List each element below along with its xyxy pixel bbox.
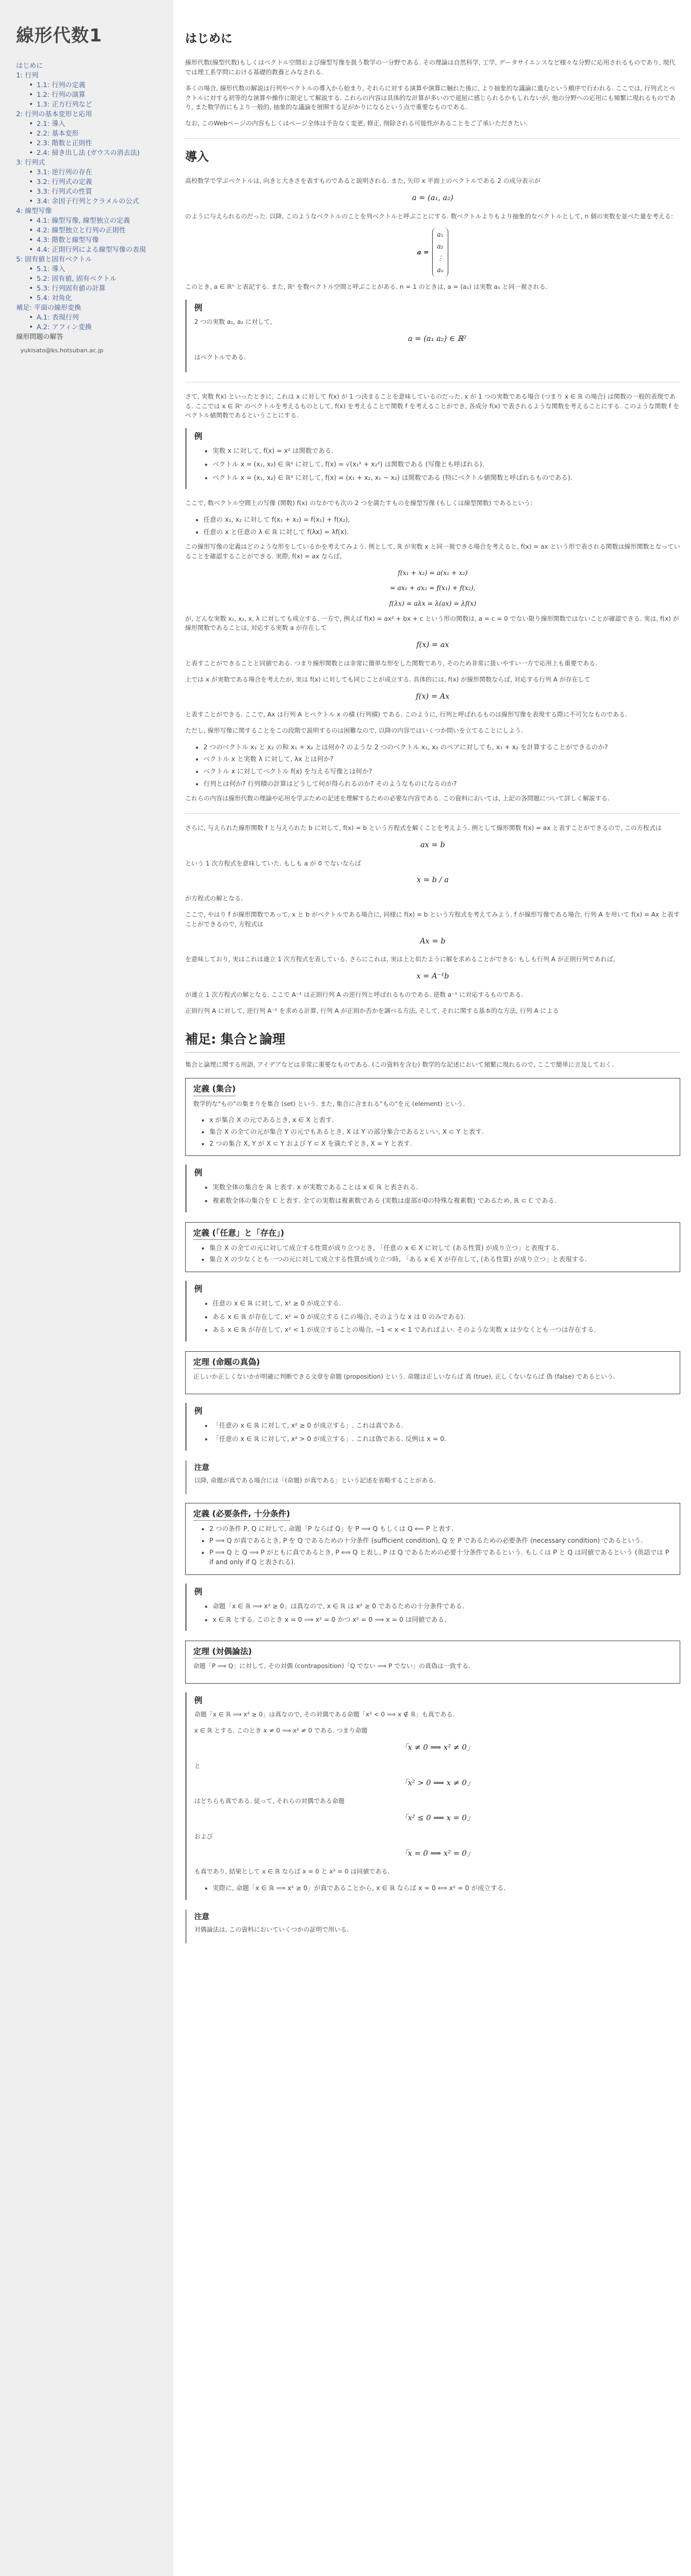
- sidebar-subitem[interactable]: • A.1: 表現行列: [16, 313, 160, 322]
- example-text: 命題「x ∈ ℝ ⟹ x² ≥ 0」は真なので, その対偶である命題「x² < 0 ⟹ x ∉ ℝ」も真である.: [194, 1711, 455, 1719]
- definition-box: [185, 1222, 680, 1272]
- divider: [185, 138, 680, 139]
- note-title: 注意: [194, 1912, 209, 1921]
- equation: x = b / a: [417, 876, 449, 885]
- sidebar-subitem[interactable]: • 4.1: 線型写像, 線型独立の定義: [16, 216, 160, 225]
- definition-box: [185, 1503, 680, 1575]
- paragraph: が方程式の解となる.: [185, 895, 243, 903]
- example-list: [194, 446, 680, 482]
- paragraph: 高校数学で学ぶベクトルは, 向きと大きさを表すものであると説明される. また, 矢印 x 平面上のベクトルである 2 の成分表示が: [185, 177, 541, 185]
- paragraph: を意味しており, 実はこれは連立 1 次方程式を表している. さらにこれは, 実は上と似たように解を求めることができる: もしも行列 A が正則行列であれば,: [185, 955, 615, 963]
- sidebar-item[interactable]: 3: 行列式: [16, 158, 45, 167]
- equation: 「x² ≤ 0 ⟹ x = 0」: [400, 1814, 475, 1823]
- example-list: [194, 1601, 680, 1624]
- equation: f(x) = ax: [416, 641, 449, 650]
- list-item: • ベクトル x と実数 λ に対して, λx とは何か?: [203, 754, 680, 764]
- paragraph: 正則行列 A に対して, 逆行列 A⁻¹ を求める計算, 行列 A が正則か否かを調べる方法, そして, それに関する基本的な方法, 行列 A による: [185, 1006, 559, 1014]
- sidebar-subitem[interactable]: • 5.4: 対角化: [16, 293, 160, 303]
- sidebar: [0, 0, 173, 2576]
- sidebar-subitem[interactable]: • 5.1: 導入: [16, 264, 160, 274]
- example-title: 例: [194, 431, 203, 442]
- sidebar-item[interactable]: 線形問題の解答: [16, 332, 64, 341]
- list-item: • 任意の x₁, x₂ に対して f(x₁ + x₂) = f(x₁) + f(x₂),: [203, 515, 680, 525]
- definition-list: [193, 1524, 672, 1567]
- sidebar-subitem[interactable]: • 2.4: 掃き出し法 (ガウスの消去法): [16, 148, 160, 158]
- sidebar-subitem[interactable]: • 3.4: 余因子行列とクラメルの公式: [16, 196, 160, 206]
- author-email[interactable]: yukisato@ks.hotsuban.ac.jp: [20, 347, 104, 354]
- equation: x = A⁻¹b: [416, 972, 449, 981]
- paragraph: ただし, 線形写像に関することをこの段階で説明するのは困難なので, 以降の内容ではいくつか問いを立てることにしよう.: [185, 727, 523, 735]
- list-item: • x が集合 X の元であるとき, x ∈ X と表す.: [209, 1115, 672, 1125]
- example-text: はどちらも真である. 従って, それらの対偶である命題: [194, 1797, 345, 1805]
- list-item: • 任意の x ∈ ℝ に対して, x² ≥ 0 が成立する.: [213, 1298, 680, 1309]
- paragraph: この線形写像の定義はどのような形をしているかを考えてみよう. 例として, ℝ が実数 x と同一視できる場合を考えると, f(x) = ax という形で表される関数は線形関数となっていることを確認することができる. 実際, f(x) = ax ならば,: [185, 543, 680, 560]
- paragraph: が, どんな実数 x₁, x₂, x, λ に対しても成立する. 一方で, 例えば f(x) = ax² + bx + c という形の関数は, a = c = 0 でない限り線形関数ではないことが確認できる. 実は, f(x) が線形関数であることは, 対応する実数 a が存在して: [185, 614, 679, 632]
- sidebar-item[interactable]: はじめに: [16, 61, 44, 70]
- equation: Ax = b: [420, 936, 446, 946]
- example-title: 例: [194, 1586, 203, 1596]
- equation-group: [185, 568, 680, 609]
- definition-list: [193, 1115, 672, 1148]
- list-item: • ある x ∈ ℝ が存在して, x² < 1 が成立することの場合, −1 < x < 1 であればよい. そのような実数 x は少なくとも一つは存在する.: [213, 1325, 680, 1335]
- section-title-intro: はじめに: [185, 32, 233, 46]
- list-item: • 集合 X の少なくとも一つの元に対して成立する性質が成り立つ時, 「ある x ∈ X が存在して, (ある性質) が成り立つ」と表現する.: [209, 1254, 672, 1265]
- paragraph: のように与えられるのだった. 以降, このようなベクトルのことを列ベクトルと呼ぶことにする. 数ベクトルよりもより抽象的なベクトルとして, n 個の実数を並べた量を考える:: [185, 212, 673, 220]
- section-title-sets-logic: 補足: 集合と論理: [185, 1030, 680, 1052]
- column-vector: [417, 228, 448, 277]
- example-title: 例: [194, 1406, 203, 1416]
- list-item: • P ⟹ Q が真であるとき, P を Q であるための十分条件 (sufficient condition), Q を P であるための必要条件 (necessary condition) であるという.: [209, 1536, 672, 1546]
- paragraph: という 1 次方程式を意味していた. もしも a が 0 でないならば: [185, 859, 361, 867]
- equation: 「x = 0 ⟹ x² = 0」: [400, 1849, 475, 1858]
- example-text: と: [194, 1762, 201, 1770]
- example-box: [185, 1281, 680, 1342]
- list-item: • 2 つのベクトル x₁ と x₂ の和 x₁ + x₂ とは何か? のような 2 つのベクトル x₁, x₂ のペアに対しても, x₁ + x₂ を計算することができるのか?: [203, 742, 680, 753]
- definition-list: [193, 1243, 672, 1265]
- equation: 「x ≠ 0 ⟹ x² ≠ 0」: [400, 1743, 475, 1752]
- example-list: [194, 1421, 680, 1444]
- vector-entry: ⋮: [437, 254, 443, 262]
- paragraph: このとき, a ∈ ℝⁿ と表記する. また, ℝⁿ を数ベクトル空間と呼ぶことがある. n = 1 のときは, a = (a₁) は実数 a₁ と同一視される.: [185, 283, 548, 291]
- example-tail: はベクトルである.: [194, 353, 246, 361]
- condition-list: [185, 515, 680, 537]
- paragraph: 線形代数(線型代数)もしくはベクトル空間および線型写像を扱う数学の一分野である. その理論は自然科学, 工学, データサイエンスなど様々な分野に応用されるものであり, 現代では理工系学問における基礎的教養とみなされる.: [185, 59, 675, 76]
- sidebar-subitem[interactable]: • 2.1: 導入: [16, 119, 160, 129]
- list-item: • 集合 X の全ての元に対して成立する性質が成り立つとき, 「任意の x ∈ X に対して (ある性質) が成り立つ」と表現する.: [209, 1243, 672, 1253]
- list-item: • ある x ∈ ℝ が存在して, x² = 0 が成立する (この場合, そのような x は 0 のみである).: [213, 1312, 680, 1322]
- example-text: x ∈ ℝ とする. このとき x ≠ 0 ⟹ x² ≠ 0 である. つまり命題: [194, 1727, 368, 1735]
- list-item: • 集合 X の全ての元が集合 Y の元でもあるとき, X は Y の部分集合であるといい, X ⊂ Y と表す.: [209, 1127, 672, 1137]
- list-item: • 2 つの条件 P, Q に対して, 命題「P ならば Q」を P ⟹ Q もしくは Q ⟸ P と表す.: [209, 1524, 672, 1534]
- list-item: • 2 つの集合 X, Y が X ⊂ Y および Y ⊂ X を満たすとき, X = Y と表す.: [209, 1139, 672, 1149]
- vector-entries: [432, 228, 448, 277]
- main-content: [185, 0, 680, 2576]
- vector-entry: a₂: [437, 243, 443, 251]
- sidebar-item[interactable]: 4: 線型写像: [16, 207, 52, 215]
- example-box: [185, 1692, 680, 1899]
- sidebar-item[interactable]: 1: 行列: [16, 71, 39, 80]
- example-formula: a = (a₁ a₂) ∈ ℝ²: [408, 335, 467, 344]
- example-text: および: [194, 1832, 213, 1840]
- equation-line: = ax₁ + ax₂ = f(x₁) + f(x₂),: [390, 584, 476, 592]
- equation-line: f(x₁ + x₂) = a(x₁ + x₂): [398, 569, 468, 577]
- list-item: • ベクトル x に対してベクトル f(x) を与える写像とは何か?: [203, 767, 680, 777]
- list-item: • P ⟹ Q と Q ⟹ P がともに真であるとき, P ⟺ Q と表し, P は Q であるための必要十分条件であるという. もしくは P と Q は同値であるという (英語では P if and only if Q と表される).: [209, 1548, 672, 1567]
- example-list: [194, 1182, 680, 1205]
- equation: a = (a₁, a₂): [412, 193, 454, 202]
- list-item: • 任意の x と任意の λ ∈ ℝ に対して f(λx) = λf(x).: [203, 527, 680, 537]
- list-item: • ベクトル x = (x₁, x₂) ∈ ℝ² に対して, f(x) = √(x₁² + x₂²) は関数である (写像とも呼ばれる).: [213, 459, 680, 470]
- section-title-introduction: 導入: [185, 150, 209, 164]
- list-item: • 実際に, 命題「x ∈ ℝ ⟹ x² ≥ 0」が真であることから, x ∈ ℝ ならば x = 0 ⟺ x² = 0 が成立する.: [213, 1883, 680, 1893]
- sidebar-subitem[interactable]: • 5.3: 行列固有値の計算: [16, 283, 160, 293]
- example-title: 例: [194, 1695, 203, 1706]
- example-list: [194, 1298, 680, 1335]
- sidebar-subitem[interactable]: • 1.3: 正方行列など: [16, 100, 160, 109]
- paragraph: 上では x が実数である場合を考えたが, 実は f(x) に対しても同じことが成立する. 具体的には, f(x) が線形関数ならば, 対応する行列 A が存在して: [185, 675, 591, 683]
- definition-box: [185, 1641, 680, 1684]
- example-box: [185, 428, 680, 489]
- example-text: 2 つの実数 a₁, a₂ に対して,: [194, 318, 272, 326]
- equation-line: f(λx) = aλx = λ(ax) = λf(x): [389, 600, 476, 608]
- sidebar-item[interactable]: 2: 行列の基本変形と応用: [16, 110, 93, 118]
- list-item: • 実数 x に対して, f(x) = x² は関数である.: [213, 446, 680, 456]
- sidebar-subitem[interactable]: • 2.3: 階数と正則性: [16, 138, 160, 148]
- divider: [185, 813, 680, 814]
- definition-box: [185, 1351, 680, 1394]
- example-box: [185, 300, 680, 372]
- equation: ax = b: [420, 840, 445, 849]
- definition-text: 数学的な"もの"の集まりを集合 (set) という. また, 集合に含まれる"もの"を元 (element) という.: [193, 1099, 465, 1108]
- paragraph: ここで, 数ベクトル空間上の写像 (関数) f(x) のなかでも次の 2 つを満たすものを線型写像 (もしくは線型関数) であるという:: [185, 499, 533, 507]
- sidebar-item[interactable]: 5: 固有値と固有ベクトル: [16, 255, 93, 264]
- note-text: 以降, 命題が真である場合には「(命題) が真である」という記述を省略することがある.: [194, 1477, 436, 1485]
- paragraph: ここで, やはり f が線形関数であって, x と b がベクトルである場合に, 同様に f(x) = b という方程式を考えてみよう. f が線形写像である場合, 行列 A を用いて f(x) = Ax と表すことができるので, 方程式は: [185, 910, 680, 928]
- sidebar-subitem[interactable]: • 4.2: 線型独立と行列の正則性: [16, 225, 160, 235]
- list-item: • x ∈ ℝ とする. このとき x = 0 ⟹ x² = 0 かつ x² = 0 ⟹ x = 0 は同値である.: [213, 1615, 680, 1625]
- example-title: 例: [194, 303, 203, 313]
- paragraph: 集合と論理に関する用語, アイデアなどは非常に重要なものである. (この資料を含む) 数学的な記述において頻繁に現れるので, ここで簡単に言及しておく.: [185, 1060, 614, 1068]
- sidebar-subitem[interactable]: • 3.3: 行列式の性質: [16, 187, 160, 196]
- paragraph: と表すことができることと同値である. つまり線形関数とは非常に簡単な形をした関数であり, そのため非常に扱いやすい一方で応用上も重要である.: [185, 659, 597, 667]
- paragraph: さて, 実数 f(x) といったときに, これは x に対して f(x) が 1 つ決まることを意味しているのだった. x が 1 つの実数である場合 (つまり x ∈ ℝ の場合) は関数の一般的表現である. ここでは x ∈ ℝⁿ のベクトルを考えるものとして, f(x) を考えることで関数 f を考えることができ, 各成分 f(x) で表されるような関数を考えることにする. このような関数 f をベクトル値関数であるということにする.: [185, 392, 680, 420]
- list-item: • 「任意の x ∈ ℝ に対して, x² > 0 が成立する」. これは偽である. 反例は x = 0.: [213, 1434, 680, 1444]
- sidebar-item[interactable]: 補足: 平面の線形変換: [16, 303, 81, 312]
- sidebar-subitem[interactable]: • 2.2: 基本変形: [16, 129, 160, 138]
- paragraph: が連立 1 次方程式の解となる. ここで A⁻¹ は正則行列 A の逆行列と呼ばれるものである. 逆数 a⁻¹ に対応するものである.: [185, 990, 523, 998]
- example-box: [185, 1584, 680, 1631]
- definition-title: 定義 (「任意」と「存在」): [193, 1227, 284, 1240]
- definition-title: 定義 (集合): [193, 1083, 236, 1096]
- vector-entry: aₙ: [436, 266, 444, 274]
- definition-title: 定義 (必要条件, 十分条件): [193, 1508, 290, 1521]
- sidebar-nav: [16, 61, 160, 342]
- example-box: [185, 1403, 680, 1450]
- paragraph: 多くの場合, 線形代数の解説は行列やベクトルの導入から始まり, それらに対する演算や演算に触れた後に, より抽象的な議論に進むという順序で行われる. ここでは, 行列式とベクトルに対する初等的な演算や操作に限定して解説する. これらの内容は具体的な計算が多いので退屈に感じられるかもしれないが, 他の分野への応用にも頻繁に現れるものであり, また数学的にもより一般的, 抽象的な議論を展開する足がかりになるという点で重要なものである.: [185, 84, 676, 111]
- definition-box: [185, 1078, 680, 1156]
- definition-text: 正しいか正しくないかが明確に判断できる文章を命題 (proposition) という. 命題は正しいならば 真 (true), 正しくないならば 偽 (false) であるという.: [193, 1373, 616, 1381]
- list-item: • 命題「x ∈ ℝ ⟹ x² ≥ 0」は真なので, x ∈ ℝ は x² ≥ 0 であるための十分条件である.: [213, 1601, 680, 1612]
- sidebar-subitem[interactable]: • 3.2: 行列式の定義: [16, 177, 160, 187]
- paragraph: さらに, 与えられた線形関数 f と与えられた b に対して, f(x) = b という方程式を解くことを考えよう. 例として線形関数 f(x) = ax と表すことができるので, この方程式は: [185, 824, 662, 832]
- sidebar-subitem[interactable]: • 5.2: 固有値, 固有ベクトル: [16, 274, 160, 283]
- equation: f(x) = Ax: [415, 692, 450, 701]
- example-list: [194, 1883, 680, 1893]
- sidebar-subitem[interactable]: • 1.1: 行列の定義: [16, 80, 160, 90]
- note-box: [185, 1910, 680, 1944]
- sidebar-subitem[interactable]: • A.2: アフィン変換: [16, 322, 160, 332]
- sidebar-subitem[interactable]: • 4.4: 正則行列による線型写像の表現: [16, 245, 160, 254]
- example-title: 例: [194, 1284, 203, 1294]
- list-item: • ベクトル x = (x₁, x₂) ∈ ℝ² に対して, f(x) = (x₁ + x₂, x₁ − x₂) は関数である (特にベクトル値関数と呼ばれるものである).: [213, 473, 680, 483]
- column-vector-equation: [185, 228, 680, 277]
- definition-text: 命題「P ⟹ Q」に対して, その対偶 (contraposition)「Q でない ⟹ P でない」の真偽は一致する.: [193, 1662, 470, 1670]
- question-list: [185, 742, 680, 789]
- example-text: も真であり, 結果として x ∈ ℝ ならば x = 0 と x² = 0 は同値である.: [194, 1868, 390, 1876]
- equation: 「x² > 0 ⟹ x ≠ 0」: [400, 1778, 475, 1787]
- sidebar-subitem[interactable]: • 4.3: 階数と線型写像: [16, 235, 160, 245]
- example-title: 例: [194, 1168, 203, 1178]
- paragraph: これらの内容は線形代数の理論や応用を学ぶための記述を理解するための必要な内容である. この資料においては, 上記の各問題について詳しく解説する.: [185, 794, 610, 803]
- list-item: • 実数全体の集合を ℝ と表す. x が実数であることは x ∈ ℝ と表される.: [213, 1182, 680, 1193]
- definition-title: 定理 (命題の真偽): [193, 1356, 260, 1369]
- paragraph: と表すことができる. ここで, Ax は行列 A とベクトル x の積 (行列積) である. このように, 行列と呼ばれるものは線形写像を表現する際に不可欠なものである.: [185, 711, 627, 719]
- note-title: 注意: [194, 1463, 209, 1472]
- vector-entry: a₁: [437, 231, 443, 239]
- note-text: 対偶論法は, この資料においていくつかの証明で用いる.: [194, 1926, 349, 1934]
- list-item: • 複素数全体の集合を ℂ と表す. 全ての実数は複素数である (実数は虚部が0の特殊な複素数) であるため, ℝ ⊂ ℂ である.: [213, 1196, 680, 1206]
- paragraph: なお, このWebページの内容もしくはページ全体は予告なく変更, 修正, 削除される可能性があることをご了承いただきたい.: [185, 119, 528, 127]
- list-item: • 「任意の x ∈ ℝ に対して, x² ≥ 0 が成立する」. これは真である.: [213, 1421, 680, 1431]
- sidebar-subitem[interactable]: • 1.2: 行列の演算: [16, 90, 160, 100]
- vector-symbol: a =: [417, 249, 429, 257]
- list-item: • 行列とは何か? 行列積の計算はどうして何が得られるのか? そのようなものになるのか?: [203, 779, 680, 789]
- definition-title: 定理 (対偶論法): [193, 1645, 252, 1658]
- note-box: [185, 1460, 680, 1495]
- example-box: [185, 1165, 680, 1212]
- sidebar-subitem[interactable]: • 3.1: 逆行列の存在: [16, 167, 160, 177]
- site-title[interactable]: 線形代数1: [16, 25, 102, 46]
